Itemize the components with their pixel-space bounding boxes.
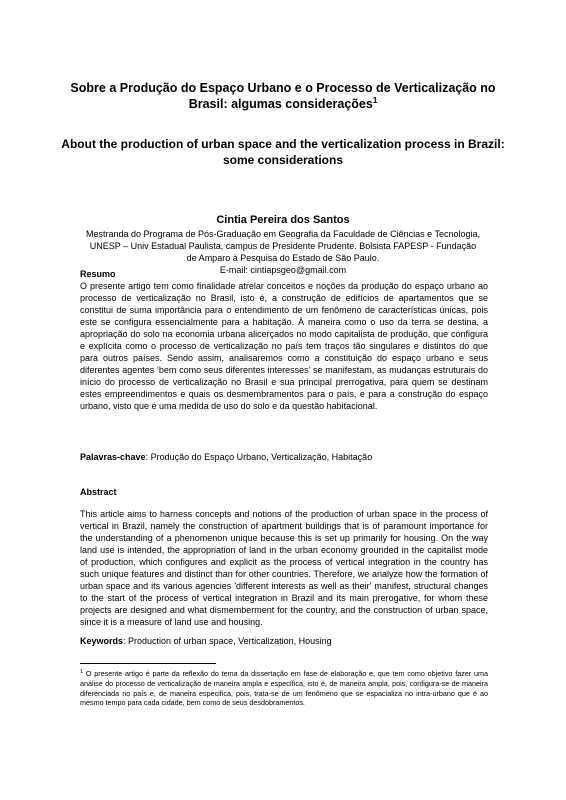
footnote-mark: 1 [80,669,84,675]
title-pt-text: Sobre a Produção do Espaço Urbano e o Processo de Verticalização no Brasil: algumas considerações [70,81,496,111]
resumo-body: O presente artigo tem como finalidade atrelar conceitos e noções da produção do espaço urbano ao processo de verticalização no Brasil, isto é, a construção de edifícios de apartamentos que se constitui de suma importância para o entendimento de um fenômeno de características únicas, pois este se configura essencialmente para a habitação. À maneira como o uso da terra se destina, a apropriação do solo na economia urbana alicerçados no modo capitalista de produção, que configura e explícita como o processo de verticalização no país tem traços tão singulares e distintos do que para outros países. Sendo assim, analisaremos como a constituição do espaço urbano e seus diferentes agentes ‘bem como seus diferentes interesses’ se manifestam, as mudanças estruturais do início do processo de verticalização no Brasil e sua principal prerrogativa, para quem se destinam estes empreendimentos e quais os desmembramentos para o país, e para a construção do espaço urbano, visto que é uma medida de uso do solo e da questão habitacional. [80,281,488,411]
affiliation-line: Mestranda do Programa de Pós-Graduação em Geografia da Faculdade de Ciências e Tecnologia, [85,229,481,239]
keywords-text: : Production of urban space, Verticalization, Housing [123,636,332,646]
footnote-separator [80,663,216,664]
author-affiliation [70,228,496,276]
title-english: About the production of urban space and the verticalization process in Brazil: some considerations [61,137,505,167]
title-footnote-mark: 1 [372,96,378,105]
keywords [80,635,488,647]
footnote-text: O presente artigo é parte da reflexão do tema da dissertação em fase de elaboração e, que tem como objetivo fazer uma análise do processo de verticalização de maneira ampla e específica, isto é, de maneira ampla, pois, configura-se de maneira diferenciada no país e, de maneira especifica, pois, trata-se de um fenômeno que se espacializa no intra-urbano que é ao mesmo tempo para cada cidade, bem como de seus desdobramentos. [80,669,488,708]
keywords-label: Keywords [80,636,124,646]
affiliation-line: de Amparo à Pesquisa do Estado de São Paulo. [186,253,380,263]
abstract-body: This article aims to harness concepts and notions of the production of urban space in the process of vertical in Brazil, namely the construction of apartment buildings that is of paramount importance for the understanding of a phenomenon unique because this is set up primarily for housing. On the way land use is intended, the appropriation of land in the urban economy grounded in the capitalist mode of production, which configures and explicit as the process of vertical integration in the country has such unique features and distinct than for other countries. Therefore, we analyze how the formation of urban space and its various agencies 'different interests as well as their' manifest, structural changes to the start of the process of vertical integration in Brazil and its main prerogative, for whom these projects are designed and what dismemberment for the country, and the construction of urban space, since it is a measure of land use and housing. [80,509,488,627]
resumo-heading: Resumo [80,269,116,279]
footnote [80,669,488,708]
abstract-heading: Abstract [80,487,117,497]
palavras-chave-text: : Produção do Espaço Urbano, Verticalização, Habitação [145,452,373,462]
title-portuguese [60,80,506,112]
author-name: Cintia Pereira dos Santos [216,214,350,226]
palavras-chave [80,451,488,463]
palavras-chave-label: Palavras-chave [80,452,146,462]
affiliation-line: UNESP – Univ Estadual Paulista, campus de Presidente Prudente. Bolsista FAPESP - Fundação [89,241,477,251]
author-email: E-mail: cintiapsgeo@gmail.com [219,265,347,275]
